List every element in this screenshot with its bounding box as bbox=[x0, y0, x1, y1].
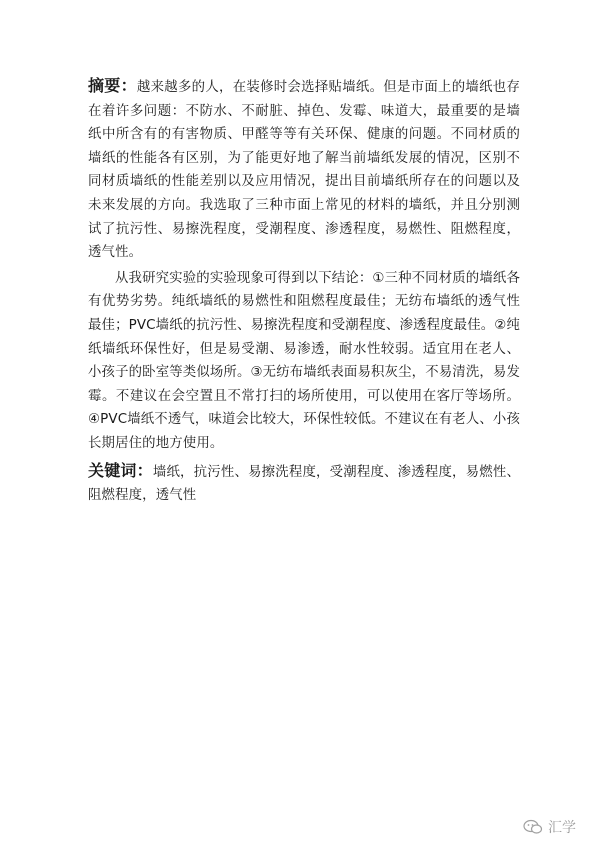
wechat-icon bbox=[523, 819, 543, 835]
keywords-paragraph bbox=[88, 459, 520, 508]
conclusion-paragraph: 从我研究实验的实验现象可得到以下结论：①三种不同材质的墙纸各有优势劣势。纯纸墙纸的易燃性和阻燃程度最佳；无纺布墙纸的透气性最佳；PVC墙纸的抗污性、易擦洗程度和受潮程度、渗透程度最佳。②纯纸墙纸环保性好，但是易受潮、易渗透，耐水性较弱。适宜用在老人、小孩子的卧室等类似场所。③无纺布墙纸表面易积灰尘，不易清洗，易发霉。不建议在会空置且不常打扫的场所使用，可以使用在客厅等场所。 ④PVC墙纸不透气，味道会比较大，环保性较低。不建议在有老人、小孩长期居住的地方使用。 bbox=[88, 270, 520, 451]
watermark bbox=[523, 817, 576, 837]
watermark-text: 汇学 bbox=[548, 820, 576, 836]
keywords-text: 墙纸，抗污性、易擦洗程度，受潮程度、渗透程度，易燃性、阻燃程度，透气性 bbox=[88, 464, 520, 504]
abstract-paragraph bbox=[88, 74, 520, 265]
abstract-text: 越来越多的人，在装修时会选择贴墙纸。但是市面上的墙纸也存在着许多问题：不防水、不耐脏、掉色、发霉、味道大，最重要的是墙纸中所含有的有害物质、甲醛等等有关环保、健康的问题。不同材质的墙纸的性能各有区别，为了能更好地了解当前墙纸发展的情况，区别不同材质墙纸的性能差别以及应用情况，提出目前墙纸所存在的问题以及未来发展的方向。我选取了三种市面上常见的材料的墙纸，并且分别测试了抗污性、易擦洗程度，受潮程度、渗透程度，易燃性、阻燃程度，透气性。 bbox=[88, 80, 521, 261]
abstract-heading: 摘要： bbox=[88, 76, 137, 95]
document-body bbox=[88, 74, 520, 508]
keywords-heading: 关键词： bbox=[88, 460, 153, 480]
